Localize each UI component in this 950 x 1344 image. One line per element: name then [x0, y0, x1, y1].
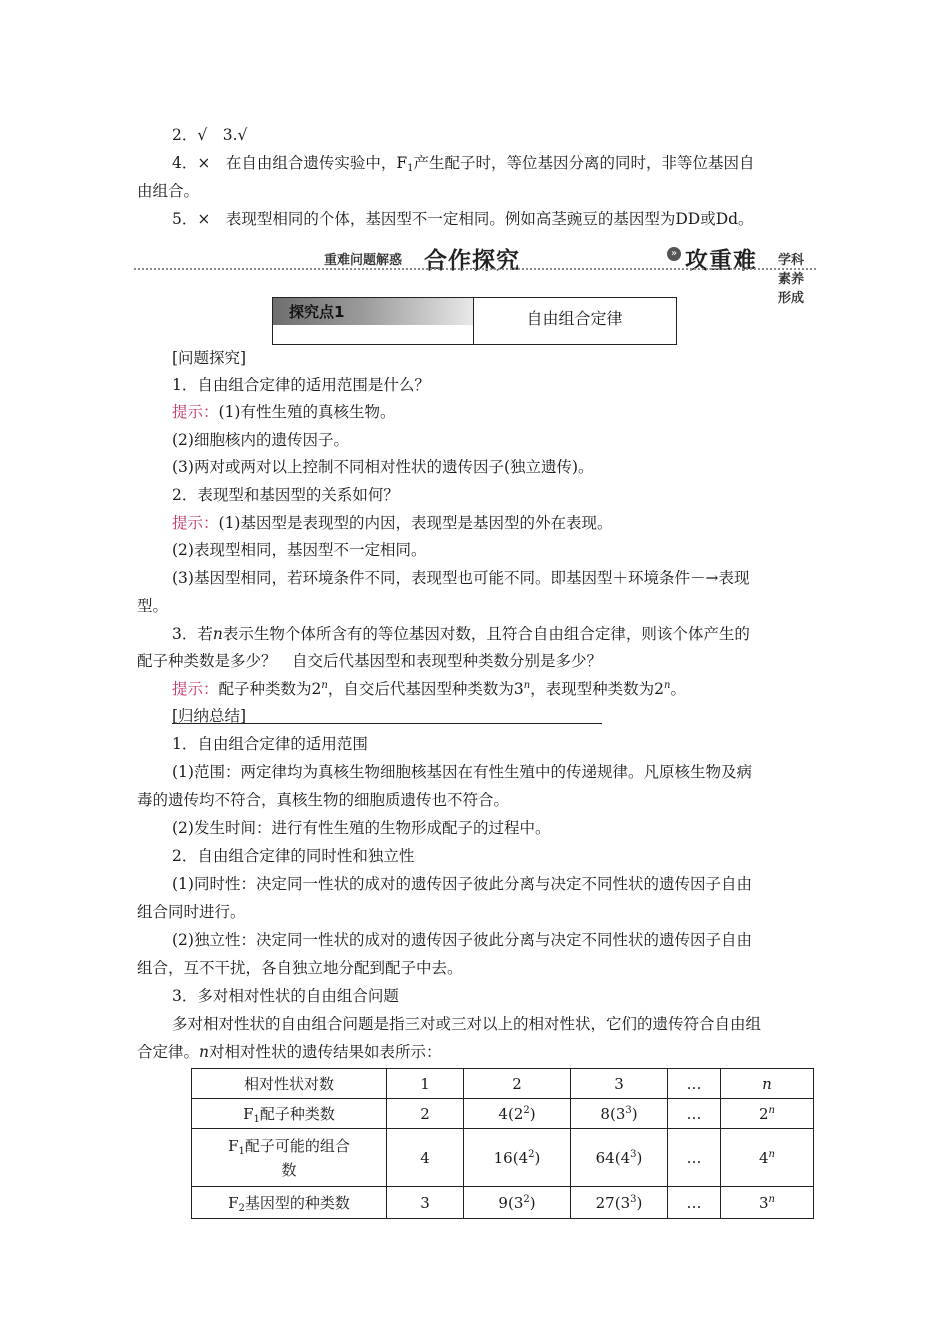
- table-row: [192, 1069, 814, 1099]
- table-cell: 4: [387, 1129, 464, 1187]
- answer-4: 4．× 在自由组合遗传实验中，$F_1$产生配子时，等位基因分离的同时，非等位基因自: [172, 154, 755, 174]
- topic-box: [272, 297, 677, 345]
- table-cell: 2: [464, 1069, 571, 1099]
- table-cell: $F_1$配子可能的组合 数: [192, 1129, 387, 1187]
- table-cell: …: [668, 1187, 721, 1219]
- inquiry-heading: [问题探究]: [172, 349, 247, 367]
- summary-heading: [归纳总结]: [172, 707, 247, 725]
- summary-3a-cont: 合定律。n对相对性状的遗传结果如表所示：: [137, 1043, 442, 1061]
- section-banner: [134, 244, 816, 306]
- table-cell: n: [721, 1069, 814, 1099]
- table-cell: $4(2^2)$: [464, 1099, 571, 1129]
- hint-1-line-3: (3)两对或两对以上控制不同相对性状的遗传因子(独立遗传)。: [172, 458, 594, 476]
- summary-2a: (1)同时性：决定同一性状的成对的遗传因子彼此分离与决定不同性状的遗传因子自由: [172, 875, 752, 893]
- summary-2b: (2)独立性：决定同一性状的成对的遗传因子彼此分离与决定不同性状的遗传因子自由: [172, 931, 752, 949]
- table-cell: $F_1$配子种类数: [192, 1099, 387, 1129]
- question-2: 2．表现型和基因型的关系如何？: [172, 486, 399, 504]
- table-cell: 2$^n$: [721, 1099, 814, 1129]
- table-cell: $F_2$基因型的种类数: [192, 1187, 387, 1219]
- table-cell: $8(3^3)$: [571, 1099, 668, 1129]
- hint-label: 提示：: [172, 514, 219, 532]
- summary-underline: [172, 723, 602, 724]
- answer-5: 5．× 表现型相同的个体，基因型不一定相同。例如高茎豌豆的基因型为DD或Dd。: [172, 210, 754, 228]
- hint-label: 提示：: [172, 680, 219, 698]
- summary-3: 3．多对相对性状的自由组合问题: [172, 987, 399, 1005]
- question-3-cont: 配子种类数是多少？ 自交后代基因型和表现型种类数分别是多少？: [137, 652, 603, 670]
- table-cell: 4$^n$: [721, 1129, 814, 1187]
- hint-2-line-2: (2)表现型相同，基因型不一定相同。: [172, 541, 427, 559]
- hint-1-line-1: 提示：(1)有性生殖的真核生物。: [172, 403, 396, 421]
- hint-2-line-4: 型。: [137, 597, 169, 615]
- topic-tag: [273, 298, 473, 325]
- summary-3a: 多对相对性状的自由组合问题是指三对或三对以上的相对性状，它们的遗传符合自由组: [172, 1015, 762, 1033]
- table-cell: …: [668, 1129, 721, 1187]
- banner-main-1: 合作探究: [424, 248, 520, 274]
- summary-1b: (2)发生时间：进行有性生殖的生物形成配子的过程中。: [172, 819, 551, 837]
- summary-1a: (1)范围：两定律均为真核生物细胞核基因在有性生殖中的传递规律。凡原核生物及病: [172, 763, 752, 781]
- topic-title: 自由组合定律: [526, 309, 623, 328]
- table-cell: 2: [387, 1099, 464, 1129]
- hint-label: 提示：: [172, 403, 219, 421]
- summary-2: 2．自由组合定律的同时性和独立性: [172, 847, 415, 865]
- table-cell: …: [668, 1069, 721, 1099]
- table-cell: $64(4^3)$: [571, 1129, 668, 1187]
- question-1: 1．自由组合定律的适用范围是什么？: [172, 376, 430, 394]
- table-cell: 1: [387, 1069, 464, 1099]
- table-row: [192, 1129, 814, 1187]
- table-cell: …: [668, 1099, 721, 1129]
- table-cell: 3: [387, 1187, 464, 1219]
- table-cell: $16(4^2)$: [464, 1129, 571, 1187]
- results-table: [191, 1068, 814, 1219]
- arrow-icon: »: [667, 247, 681, 261]
- summary-2a-cont: 组合同时进行。: [137, 903, 246, 921]
- hint-3: 提示：配子种类数为2$^n$，自交后代基因型种类数为3$^n$，表现型种类数为2$^n$。: [172, 680, 687, 698]
- table-cell: 相对性状对数: [192, 1069, 387, 1099]
- table-cell: 3$^n$: [721, 1187, 814, 1219]
- hint-2-line-3: (3)基因型相同，若环境条件不同，表现型也可能不同。即基因型＋环境条件－→表现: [172, 569, 750, 587]
- summary-1: 1．自由组合定律的适用范围: [172, 735, 368, 753]
- banner-right-text: 学科素养形成: [778, 253, 805, 306]
- answer-2-3: 2．√ 3.√: [172, 126, 248, 144]
- topic-tag-label: 探究点1: [289, 303, 345, 321]
- table-cell: $27(3^3)$: [571, 1187, 668, 1219]
- table-row: [192, 1187, 814, 1219]
- dotted-divider: [134, 268, 816, 270]
- summary-2b-cont: 组合，互不干扰，各自独立地分配到配子中去。: [137, 959, 463, 977]
- table-cell: $9(3^2)$: [464, 1187, 571, 1219]
- banner-left-text: 重难问题解惑: [324, 253, 403, 268]
- answer-4-cont: 由组合。: [137, 182, 200, 200]
- hint-2-line-1: 提示：(1)基因型是表现型的内因，表现型是基因型的外在表现。: [172, 514, 613, 532]
- summary-1a-cont: 毒的遗传均不符合，真核生物的细胞质遗传也不符合。: [137, 791, 510, 809]
- hint-1-line-2: (2)细胞核内的遗传因子。: [172, 431, 349, 449]
- question-3: 3．若n表示生物个体所含有的等位基因对数，且符合自由组合定律，则该个体产生的: [172, 625, 750, 643]
- table-cell: 3: [571, 1069, 668, 1099]
- banner-main-2: 攻重难: [685, 248, 757, 274]
- table-row: [192, 1099, 814, 1129]
